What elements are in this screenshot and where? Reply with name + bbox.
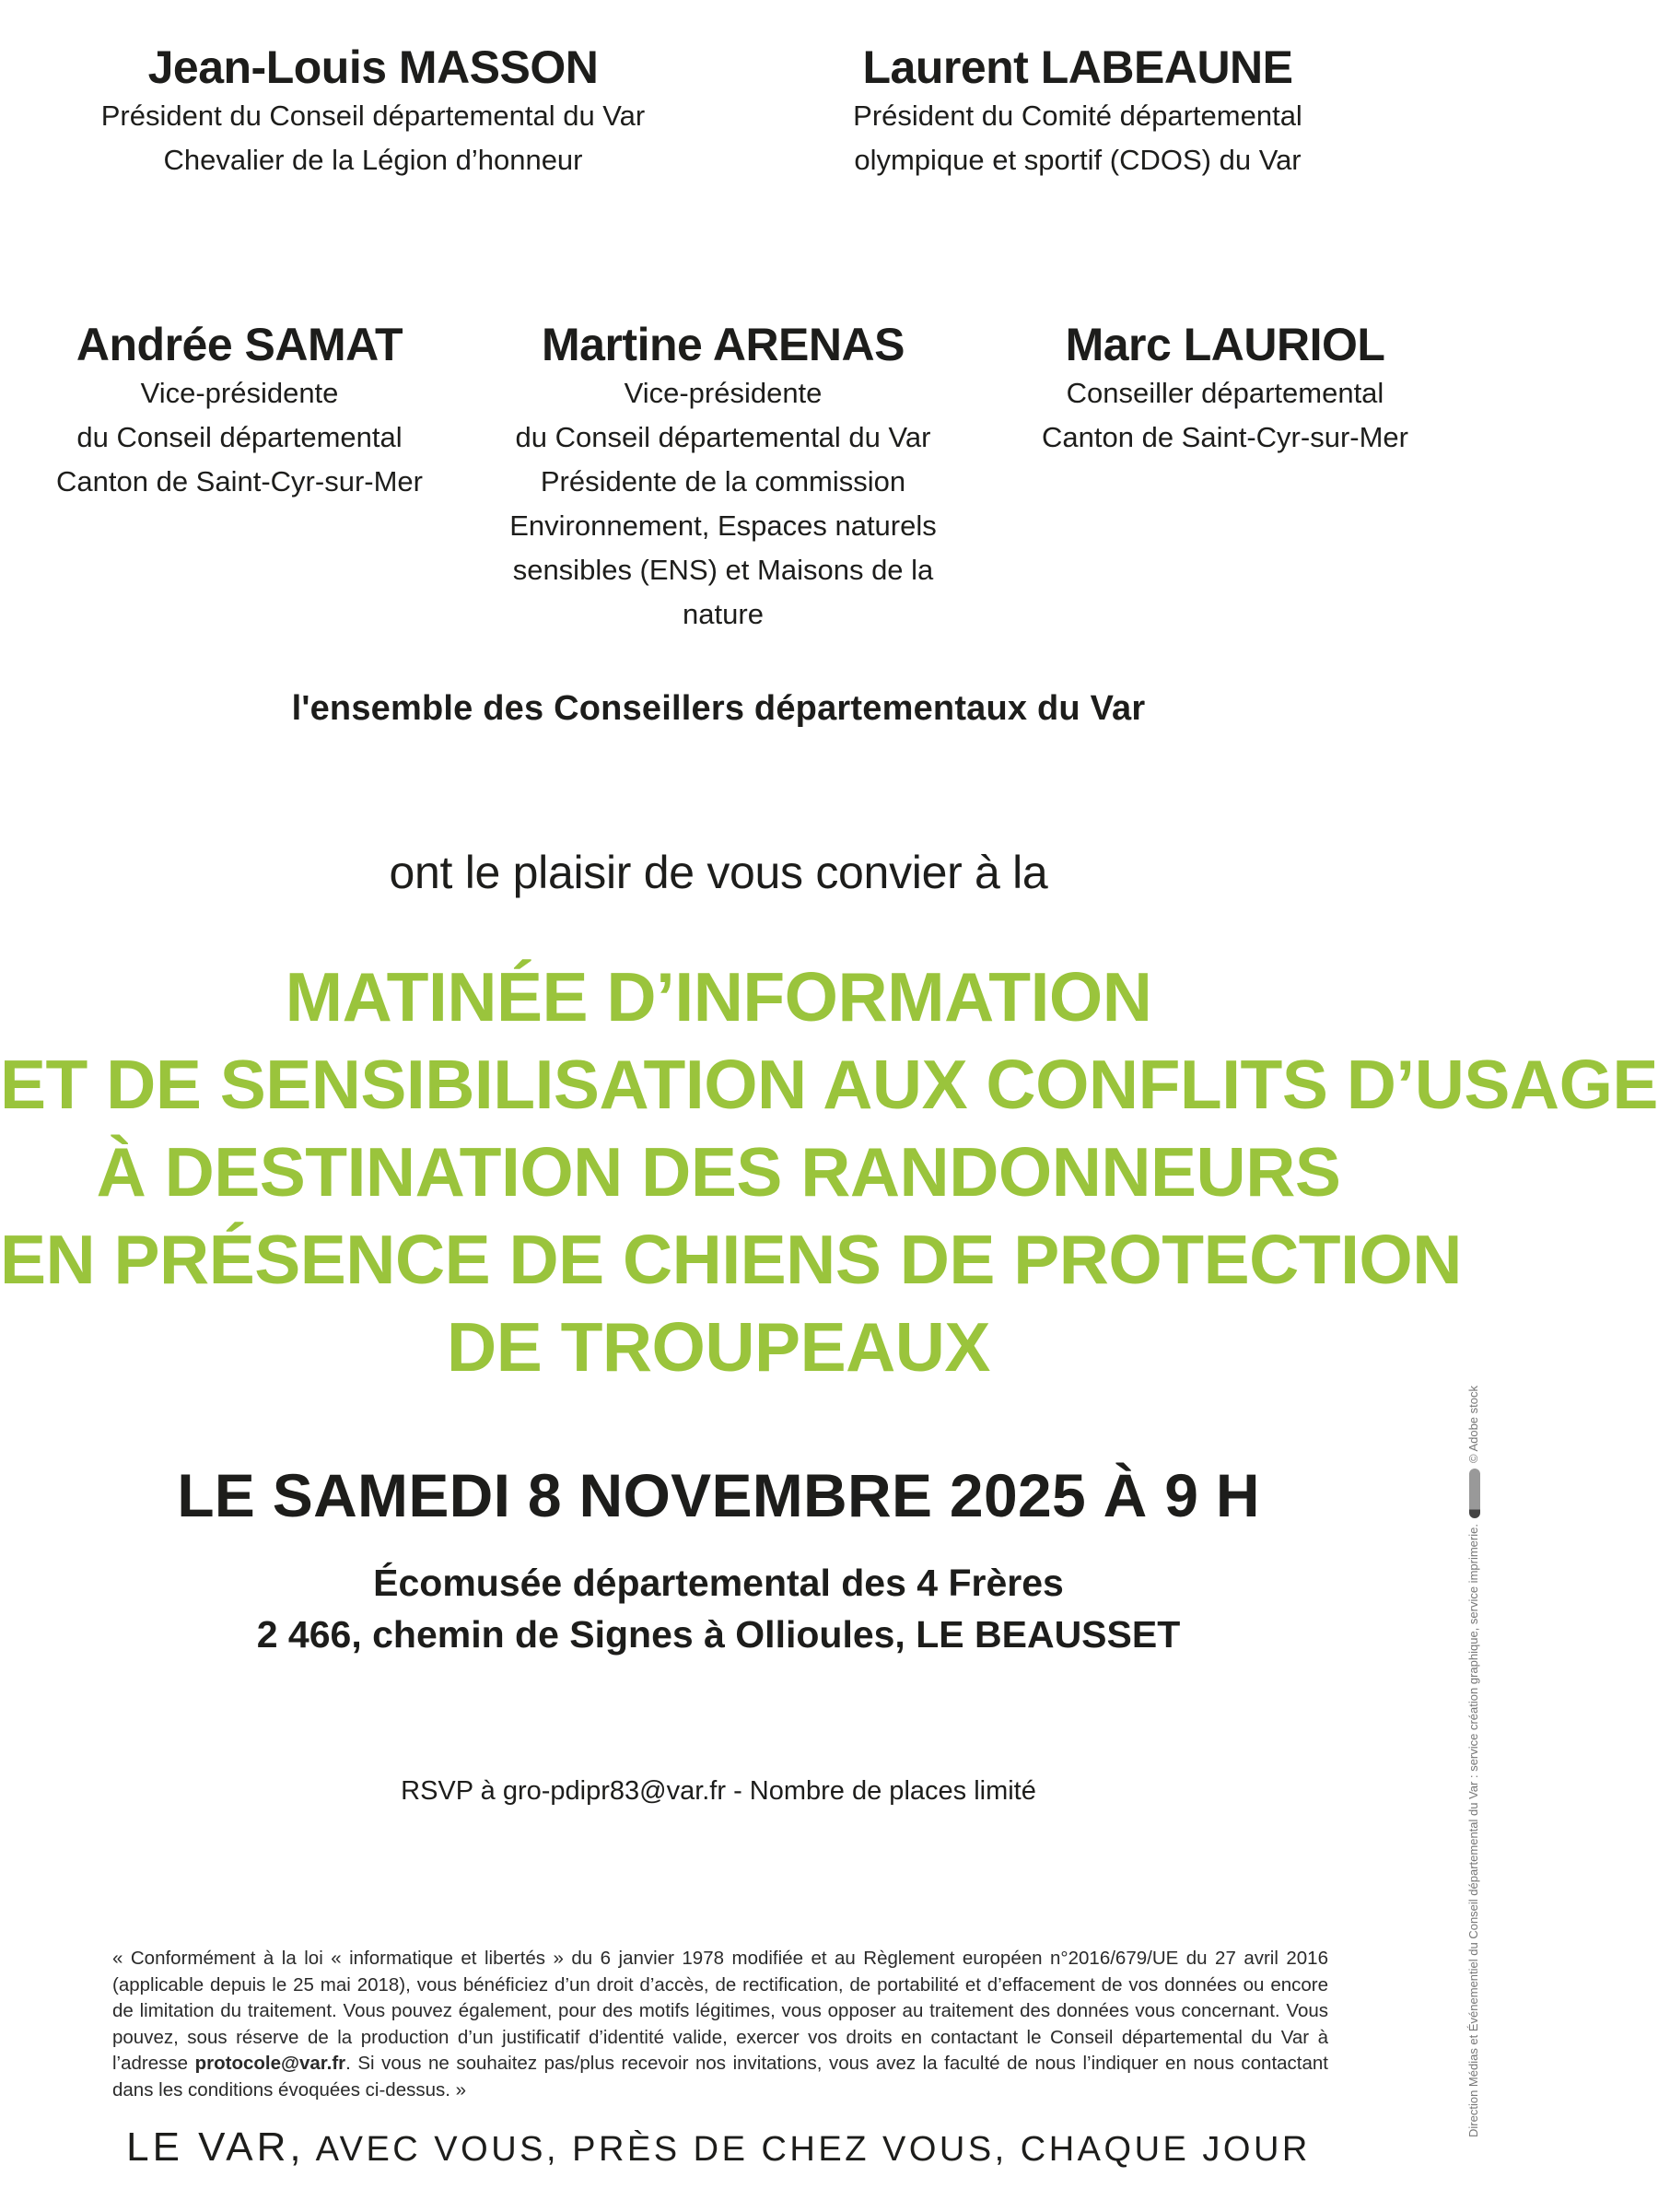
host-role: Président du Conseil départemental du Var (100, 99, 646, 132)
host-role: Canton de Saint-Cyr-sur-Mer (1042, 421, 1408, 453)
event-title (0, 954, 1658, 1391)
host-name: Martine ARENAS (542, 319, 905, 370)
event-title-line: ET DE SENSIBILISATION AUX CONFLITS D’USAGE (0, 1046, 1658, 1123)
host-labeaune (792, 41, 1363, 182)
host-name: Marc LAURIOL (1065, 319, 1385, 370)
host-samat (37, 318, 442, 504)
host-role: Environnement, Espaces naturels (509, 509, 937, 542)
assembly-line: l'ensemble des Conseillers départementaux du Var (291, 689, 1146, 728)
vertical-credit (1466, 1386, 1480, 2137)
event-title-line: À DESTINATION DES RANDONNEURS (96, 1133, 1341, 1211)
host-role: du Conseil départemental (76, 421, 403, 453)
event-venue (0, 1557, 1437, 1660)
protocol-email-link[interactable]: protocole@var.fr (194, 2053, 346, 2074)
host-name: Andrée SAMAT (76, 319, 403, 370)
event-date: LE SAMEDI 8 NOVEMBRE 2025 À 9 H (177, 1461, 1260, 1529)
privacy-text: « Conformément à la loi « informatique et libertés » du 6 janvier 1978 modifiée et au Règlement européen n°2016/679/UE du 27 avril 2016 (applicable depuis le 25 mai 2018), vous bénéficiez d’un droit d’accès, de rectification, de portabilité et d’effacement de vos données ou encore de limitation du traitement. Vous pouvez également, pour des motifs légitimes, vous opposer au traitement des données vous concernant. Vous pouvez, sous réserve de la production d’un justificatif d’identité valide, exercer vos droits en contactant le Conseil départemental du Var à l’adresse (112, 1948, 1328, 2074)
event-title-line: EN PRÉSENCE DE CHIENS DE PROTECTION (0, 1221, 1462, 1298)
slogan (0, 2124, 1437, 2171)
host-name: Jean-Louis MASSON (147, 41, 599, 93)
host-role: Vice-présidente (624, 377, 823, 409)
slogan-brand: LE VAR, (126, 2124, 305, 2170)
host-masson (92, 41, 654, 182)
host-name: Laurent LABEAUNE (862, 41, 1293, 93)
host-role: du Conseil départemental du Var (515, 421, 931, 453)
var-logo-icon (1469, 1469, 1480, 1518)
host-role: olympique et sportif (CDOS) du Var (854, 144, 1302, 176)
host-lauriol (1022, 318, 1428, 460)
host-arenas (470, 318, 976, 637)
host-role: Conseiller départemental (1066, 377, 1384, 409)
photo-credit: © Adobe stock (1466, 1386, 1480, 1464)
privacy-notice (112, 1946, 1328, 2103)
event-title-line: DE TROUPEAUX (447, 1308, 990, 1386)
slogan-tagline: AVEC VOUS, PRÈS DE CHEZ VOUS, CHAQUE JOUR (315, 2130, 1311, 2169)
host-role: Vice-présidente (140, 377, 339, 409)
host-role: Canton de Saint-Cyr-sur-Mer (56, 465, 423, 497)
host-role: Présidente de la commission (540, 465, 906, 497)
event-title-line: MATINÉE D’INFORMATION (285, 958, 1152, 1036)
invitation-lead: ont le plaisir de vous convier à la (389, 847, 1048, 898)
host-role: sensibles (ENS) et Maisons de la nature (512, 554, 934, 630)
host-role: Chevalier de la Légion d’honneur (163, 144, 583, 176)
rsvp-line: RSVP à gro-pdipr83@var.fr - Nombre de places limité (401, 1776, 1036, 1806)
privacy-text-end: . Si vous ne souhaitez pas/plus recevoir nos invitations, vous avez la faculté de nous l’indiquer en nous contactant dans les conditions évoquées ci-dessus. » (112, 2053, 1328, 2101)
venue-address: 2 466, chemin de Signes à Ollioules, LE BEAUSSET (256, 1613, 1181, 1656)
venue-name: Écomusée départemental des 4 Frères (373, 1562, 1064, 1604)
host-role: Président du Comité départemental (853, 99, 1302, 132)
credit-text: Direction Médias et Événementiel du Conseil départemental du Var : service création graphique, service imprimerie. (1466, 1524, 1480, 2137)
